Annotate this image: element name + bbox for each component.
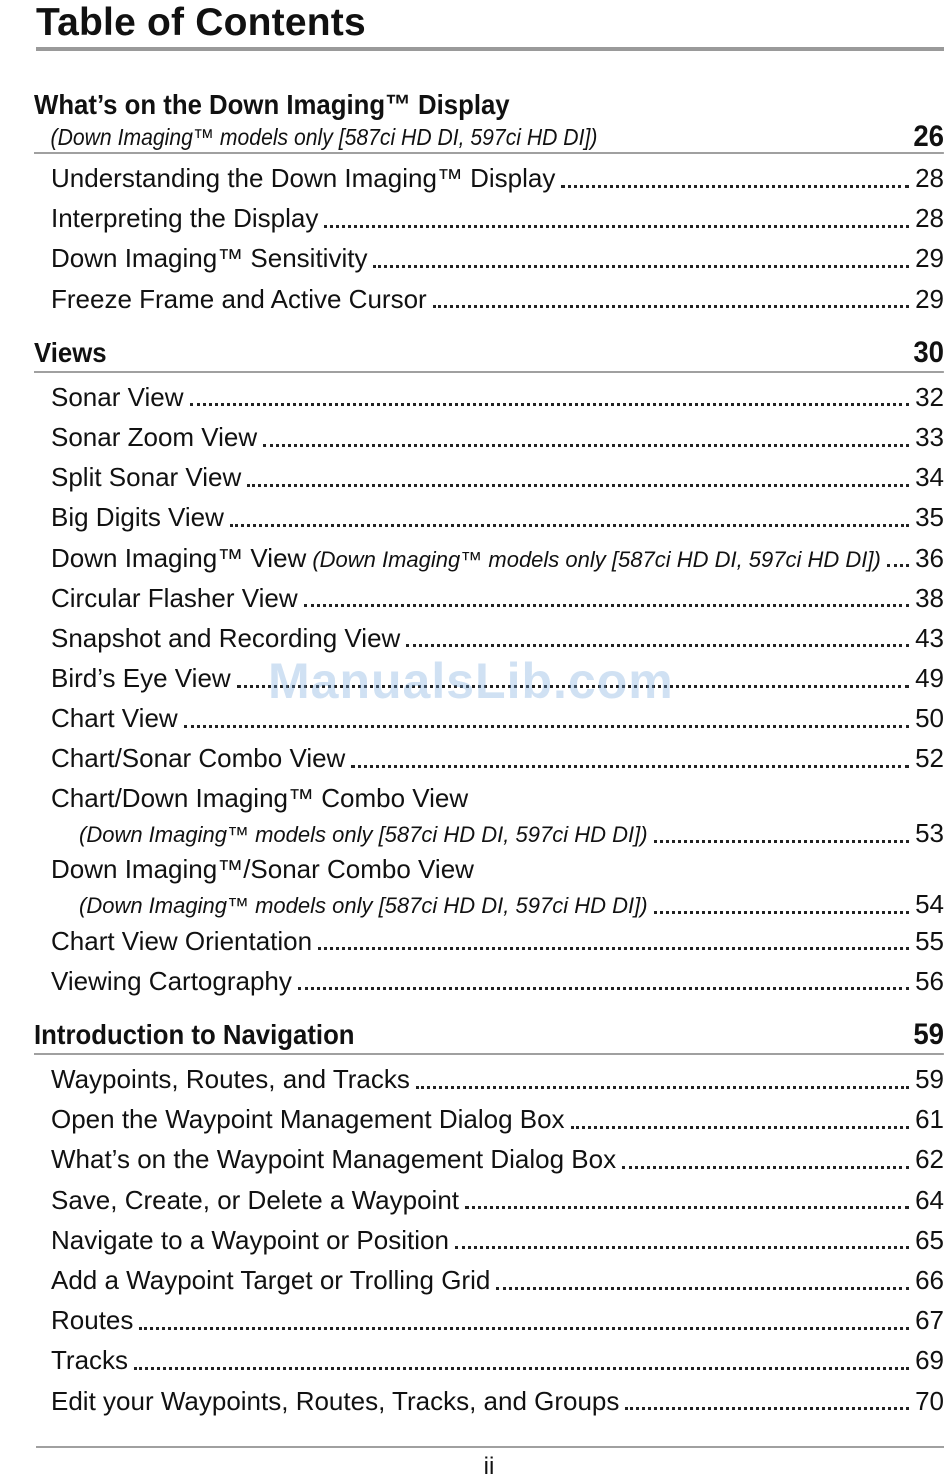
toc-entry[interactable] <box>51 1381 944 1421</box>
dot-leader <box>455 1246 909 1249</box>
entry-label: Split Sonar View <box>51 462 242 493</box>
section-heading[interactable] <box>34 1017 944 1055</box>
page-number: ii <box>483 1453 495 1480</box>
entry-label: Open the Waypoint Management Dialog Box <box>51 1104 565 1135</box>
toc-entry[interactable] <box>51 158 944 198</box>
entry-list <box>34 1055 944 1421</box>
toc-entry[interactable] <box>51 538 944 578</box>
toc-entry[interactable] <box>51 1059 944 1099</box>
dot-leader <box>263 444 909 447</box>
entry-label: Circular Flasher View <box>51 582 298 613</box>
section-title: Introduction to Navigation <box>34 1019 355 1050</box>
toc-entry[interactable] <box>51 1180 944 1220</box>
dot-leader <box>654 911 910 914</box>
entry-page-number: 59 <box>915 1064 944 1094</box>
entry-page-number: 54 <box>915 888 944 919</box>
entry-label: Tracks <box>51 1345 129 1376</box>
dot-leader <box>625 1407 909 1410</box>
dot-leader <box>184 725 909 728</box>
entry-page-number: 33 <box>915 421 944 452</box>
entry-label: Freeze Frame and Active Cursor <box>51 283 427 314</box>
entry-page-number: 66 <box>915 1264 944 1295</box>
entry-label: Chart/Down Imaging™ Combo View <box>51 782 469 813</box>
section-page-number: 26 <box>913 120 945 153</box>
entry-page-number: 64 <box>915 1184 944 1215</box>
toc-section <box>34 335 944 1001</box>
toc-entry[interactable] <box>51 377 944 417</box>
entry-page-number: 62 <box>915 1144 944 1175</box>
dot-leader <box>433 305 909 308</box>
dot-leader <box>304 604 909 607</box>
dot-leader <box>139 1327 909 1330</box>
toc-entry[interactable] <box>51 1340 944 1380</box>
toc-entry[interactable] <box>51 738 944 778</box>
entry-label: Interpreting the Display <box>51 203 319 234</box>
entry-page-number: 56 <box>915 965 944 996</box>
entry-list <box>34 373 944 1001</box>
title-divider <box>36 47 944 51</box>
dot-leader <box>237 685 909 688</box>
entry-page-number: 36 <box>915 542 944 573</box>
entry-note: (Down Imaging™ models only [587ci HD DI, 597ci HD DI]) <box>79 892 648 918</box>
section-heading[interactable] <box>34 335 944 373</box>
dot-leader <box>351 765 909 768</box>
dot-leader <box>298 987 909 990</box>
toc-entry[interactable] <box>51 1099 944 1139</box>
dot-leader <box>622 1166 909 1169</box>
toc-entry[interactable] <box>51 457 944 497</box>
dot-leader <box>247 484 909 487</box>
dot-leader <box>496 1287 909 1290</box>
toc-entry[interactable] <box>51 1139 944 1179</box>
entry-page-number: 61 <box>915 1104 944 1135</box>
dot-leader <box>887 564 909 567</box>
toc-entry[interactable] <box>51 658 944 698</box>
section-title: What’s on the Down Imaging™ Display <box>34 89 510 120</box>
toc-entry[interactable] <box>51 238 944 278</box>
footer-divider <box>36 1446 944 1448</box>
toc-entry[interactable] <box>51 1300 944 1340</box>
entry-note: (Down Imaging™ models only [587ci HD DI, 597ci HD DI]) <box>79 821 648 847</box>
toc-entry[interactable] <box>51 497 944 537</box>
entry-label: Snapshot and Recording View <box>51 622 401 653</box>
dot-leader <box>571 1126 910 1129</box>
toc-section <box>34 88 944 319</box>
entry-page-number: 52 <box>915 743 944 774</box>
section-heading[interactable] <box>34 88 944 154</box>
entry-page-number: 50 <box>915 703 944 734</box>
section-subtitle: (Down Imaging™ models only [587ci HD DI, 597ci HD DI]) <box>50 124 598 150</box>
entry-label: Viewing Cartography <box>51 965 292 996</box>
entry-label: Sonar View <box>51 381 184 412</box>
dot-leader <box>416 1086 909 1089</box>
dot-leader <box>318 947 909 950</box>
toc-entry[interactable] <box>51 1220 944 1260</box>
toc-entry[interactable] <box>51 961 944 1001</box>
section-gap <box>34 319 944 335</box>
entry-page-number: 65 <box>915 1224 944 1255</box>
toc-entry[interactable] <box>51 921 944 961</box>
entry-label: Edit your Waypoints, Routes, Tracks, and Groups <box>51 1385 620 1416</box>
toc-entry[interactable] <box>51 618 944 658</box>
entry-label: Chart View <box>51 703 178 734</box>
dot-leader <box>190 403 910 406</box>
toc-section <box>34 1017 944 1421</box>
entry-page-number: 29 <box>915 283 944 314</box>
toc-entry[interactable] <box>51 578 944 618</box>
entry-label: Down Imaging™ Sensitivity <box>51 243 368 274</box>
toc-entry[interactable] <box>51 198 944 238</box>
entry-note: (Down Imaging™ models only [587ci HD DI, 597ci HD DI]) <box>312 546 881 572</box>
dot-leader <box>561 185 909 188</box>
entry-page-number: 55 <box>915 925 944 956</box>
section-gap <box>34 1001 944 1017</box>
section-page-number: 30 <box>913 335 945 369</box>
entry-label: Waypoints, Routes, and Tracks <box>51 1064 410 1094</box>
entry-page-number: 67 <box>915 1305 944 1336</box>
watermark: ManualsLib.com <box>268 653 674 709</box>
entry-page-number: 35 <box>915 502 944 533</box>
dot-leader <box>373 265 909 268</box>
section-page-number: 59 <box>913 1018 945 1051</box>
entry-label: What’s on the Waypoint Management Dialog Box <box>51 1144 617 1175</box>
entry-page-number: 32 <box>915 381 944 412</box>
toc-entry[interactable] <box>51 1260 944 1300</box>
entry-page-number: 34 <box>915 462 944 493</box>
entry-page-number: 49 <box>915 663 944 694</box>
toc-entry[interactable] <box>51 279 944 319</box>
entry-page-number: 70 <box>915 1385 944 1416</box>
dot-leader <box>406 644 909 647</box>
entry-label: Sonar Zoom View <box>51 421 258 452</box>
dot-leader <box>230 524 909 527</box>
dot-leader <box>465 1206 909 1209</box>
entry-label: Chart View Orientation <box>51 925 313 956</box>
entry-label: Understanding the Down Imaging™ Display <box>51 163 556 193</box>
entry-page-number: 43 <box>915 622 944 653</box>
toc-entry[interactable] <box>51 417 944 457</box>
entry-label: Navigate to a Waypoint or Position <box>51 1224 449 1255</box>
toc-entry[interactable] <box>51 850 944 921</box>
entry-page-number: 38 <box>915 582 944 613</box>
page-title: Table of Contents <box>36 1 366 44</box>
entry-label: Down Imaging™ View <box>51 542 307 573</box>
entry-page-number: 28 <box>915 163 944 193</box>
toc-entry[interactable] <box>51 698 944 738</box>
entry-label: Save, Create, or Delete a Waypoint <box>51 1184 460 1215</box>
entry-label: Down Imaging™/Sonar Combo View <box>51 853 474 884</box>
dot-leader <box>134 1367 909 1370</box>
toc-entry[interactable] <box>51 779 944 850</box>
dot-leader <box>654 840 910 843</box>
section-title: Views <box>34 336 107 368</box>
entry-label: Add a Waypoint Target or Trolling Grid <box>51 1264 491 1295</box>
entry-list <box>34 154 944 319</box>
entry-page-number: 53 <box>915 817 944 848</box>
entry-page-number: 29 <box>915 243 944 274</box>
entry-label: Big Digits View <box>51 502 224 533</box>
entry-page-number: 69 <box>915 1345 944 1376</box>
entry-label: Routes <box>51 1305 134 1336</box>
entry-label: Bird’s Eye View <box>51 663 231 694</box>
dot-leader <box>324 225 909 228</box>
toc-sections <box>34 88 944 1421</box>
entry-page-number: 28 <box>915 203 944 234</box>
entry-label: Chart/Sonar Combo View <box>51 743 346 774</box>
